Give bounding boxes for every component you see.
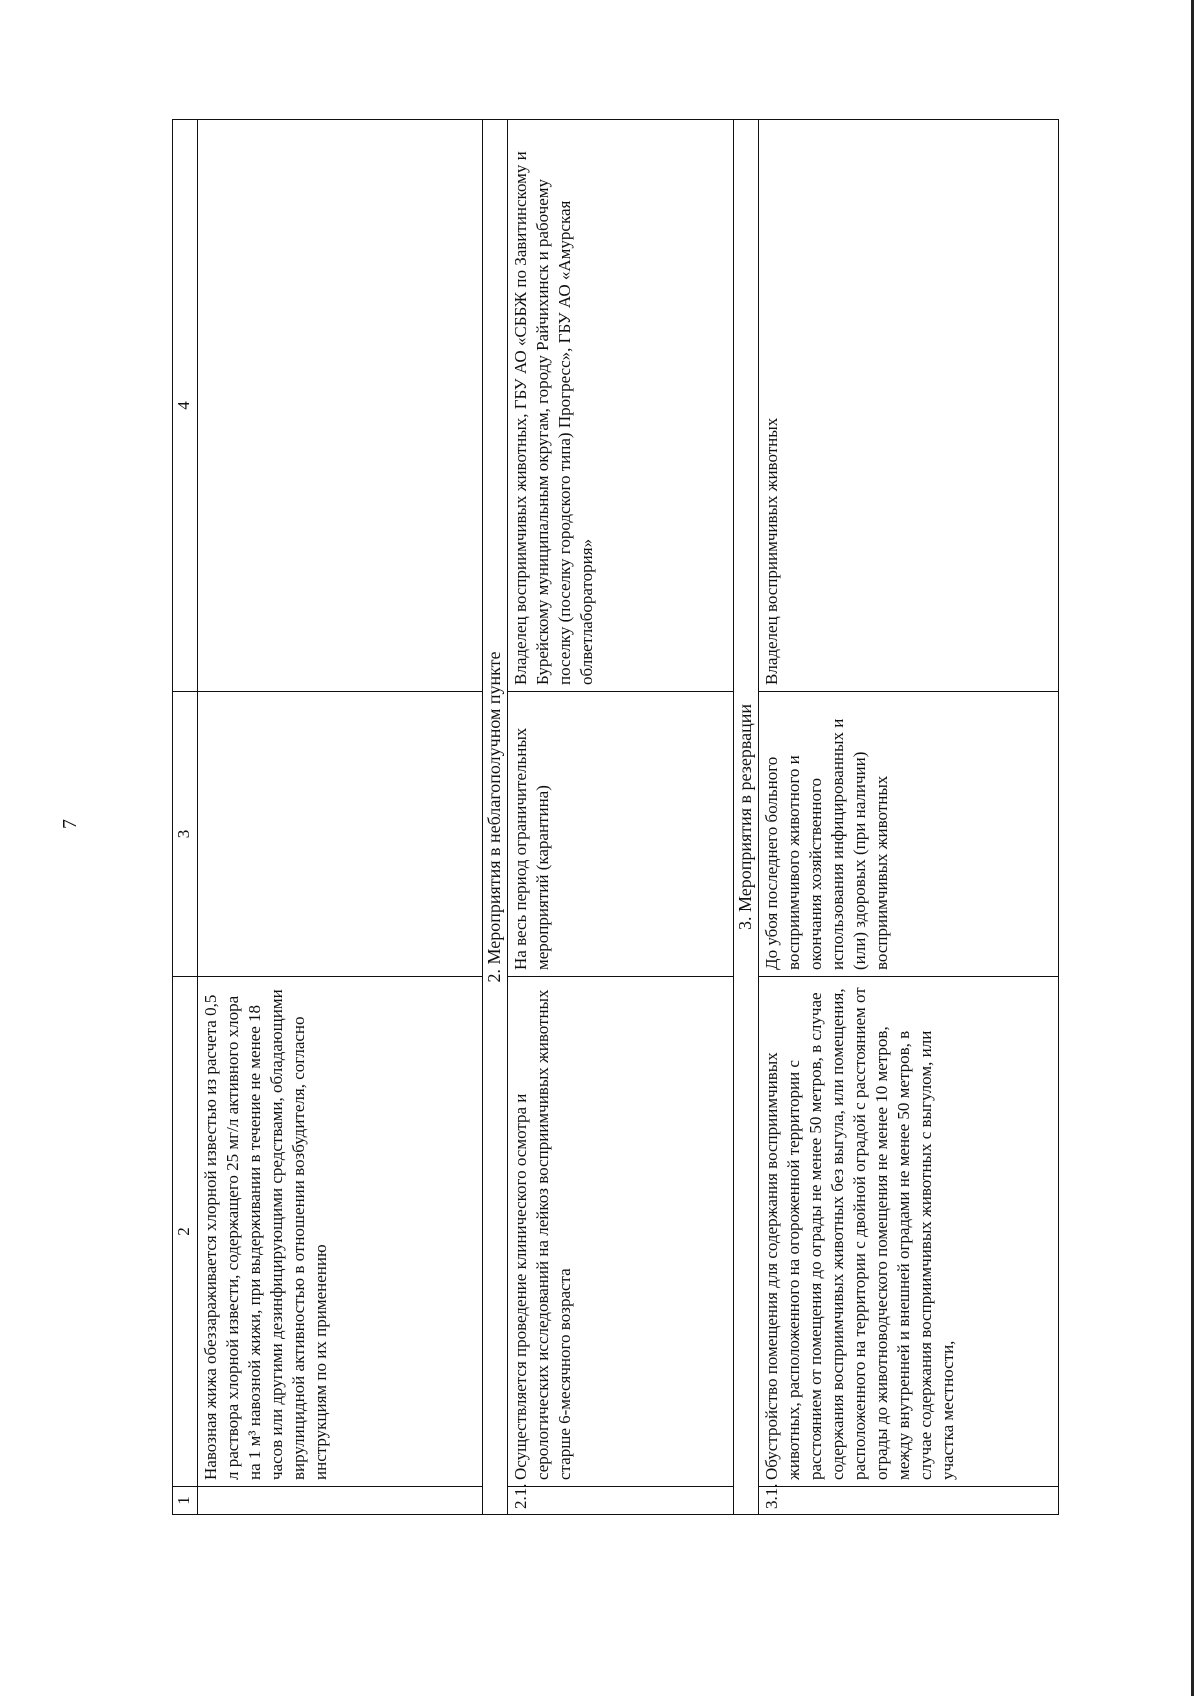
- row-3-1-term: До убоя последнего больного восприимчивого животного и окончания хозяйственного использования инфицированных и (или) здоровых (при наличии) восприимчивых животных: [759, 692, 1059, 977]
- table-row-3-1: [759, 120, 1059, 1515]
- row-3-1-measure: Обустройство помещения для содержания восприимчивых животных, расположенного на огороженной территории с расстоянием от помещения до ограды не менее 50 метров, в случае содержания восприимчивых животных без выгула, или помещения, расположенного на территории с двойной оградой с расстоянием от ограды до животноводческого помещения не менее 10 метров, между внутренней и внешней оградами не менее 50 метров, в случае содержания восприимчивых животных с выгулом, или участка местности,: [759, 977, 1059, 1487]
- row-2-1-measure: Осуществляется проведение клинического осмотра и серологических исследований на лейкоз восприимчивых животных старше 6-месячного возраста: [508, 977, 734, 1487]
- row-3-1-num: 3.1.: [759, 1487, 1059, 1515]
- header-col-1: 1: [173, 1487, 198, 1515]
- row-3-1-responsible: Владелец восприимчивых животных: [759, 120, 1059, 692]
- table-row-2-1: [508, 120, 734, 1515]
- row-continued-term: [198, 692, 483, 977]
- section-2-row: [483, 120, 508, 1515]
- row-continued-measure: Навозная жижа обеззараживается хлорной известью из расчета 0,5 л раствора хлорной извести, содержащего 25 мг/л активного хлора на 1 м³ навозной жижи, при выдерживании в течение не менее 18 часов или другими дезинфицирующими средствами, обладающими вирулицидной активностью в отношении возбудителя, согласно инструкциям по их применению: [198, 977, 483, 1487]
- row-2-1-num: 2.1.: [508, 1487, 734, 1515]
- scan-edge: [1191, 0, 1194, 1696]
- section-3-row: [734, 120, 759, 1515]
- section-2-title: 2. Мероприятия в неблагополучном пункте: [483, 120, 508, 1515]
- row-2-1-term: На весь период ограничительных мероприятий (карантина): [508, 692, 734, 977]
- table-row-continued: [198, 120, 483, 1515]
- row-2-1-responsible: Владелец восприимчивых животных, ГБУ АО «СББЖ по Завитинскому и Бурейскому муниципальным округам, городу Райчихинск и рабочему поселку (поселку городского типа) Прогресс», ГБУ АО «Амурская облветлаборатория»: [508, 120, 734, 692]
- measures-table: [172, 119, 1059, 1515]
- row-continued-num: [198, 1487, 483, 1515]
- table-header-row: [173, 120, 198, 1515]
- rotated-page-content: [172, 120, 1077, 1515]
- header-col-2: 2: [173, 977, 198, 1487]
- page-number: 7: [59, 819, 81, 829]
- header-col-3: 3: [173, 692, 198, 977]
- row-continued-responsible: [198, 120, 483, 692]
- header-col-4: 4: [173, 120, 198, 692]
- section-3-title: 3. Мероприятия в резервации: [734, 120, 759, 1515]
